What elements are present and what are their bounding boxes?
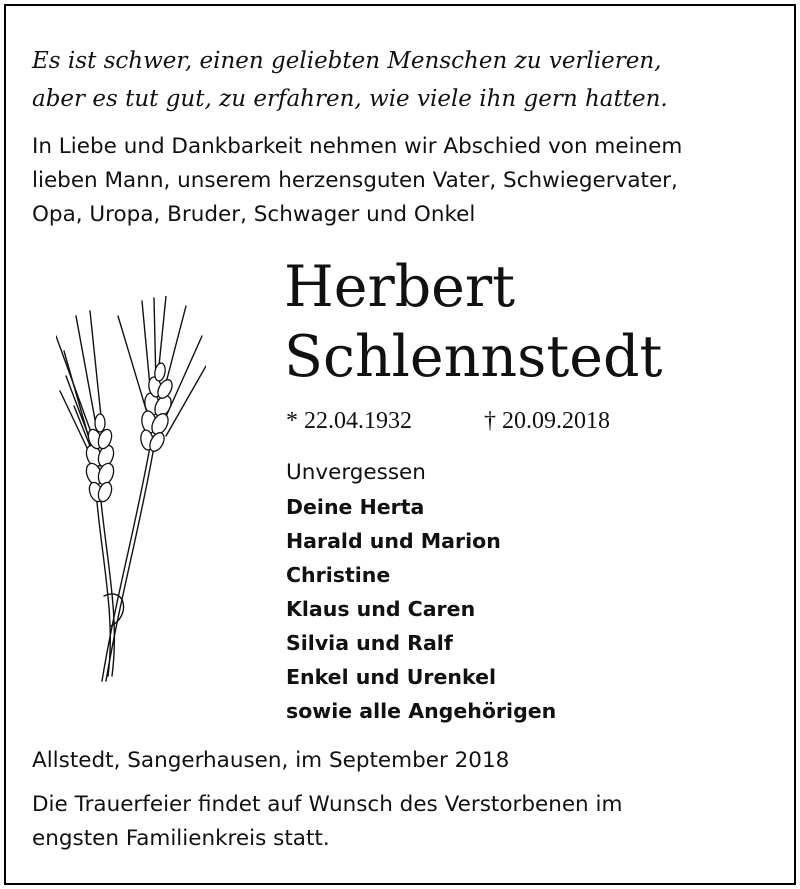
intro-line-3: Opa, Uropa, Bruder, Schwager und Onkel [32, 202, 476, 227]
intro-line-1: In Liebe und Dankbarkeit nehmen wir Abschied von meinem [32, 134, 683, 159]
mourner-name: Deine Herta [286, 495, 425, 519]
deceased-first-name: Herbert [284, 254, 516, 320]
death-date: † 20.09.2018 [484, 408, 610, 434]
mourner-name: sowie alle Angehörigen [286, 699, 557, 723]
mourner-name: Klaus und Caren [286, 597, 476, 621]
intro-line-2: lieben Mann, unserem herzensguten Vater, Schwiegervater, [32, 168, 678, 193]
quote-line-1: Es ist schwer, einen geliebten Menschen zu verlieren, [32, 48, 662, 74]
ceremony-line-2: engsten Familienkreis statt. [32, 826, 330, 851]
mourner-name: Silvia und Ralf [286, 631, 453, 655]
mourners-heading: Unvergessen [286, 460, 426, 485]
place-and-date: Allstedt, Sangerhausen, im September 2018 [32, 748, 510, 773]
deceased-last-name: Schlennstedt [284, 324, 663, 390]
quote-line-2: aber es tut gut, zu erfahren, wie viele ihn gern hatten. [32, 86, 668, 112]
obituary-notice [4, 4, 796, 885]
mourner-name: Christine [286, 563, 391, 587]
wheat-ears-icon [56, 296, 206, 696]
ceremony-line-1: Die Trauerfeier findet auf Wunsch des Verstorbenen im [32, 792, 623, 817]
mourner-name: Enkel und Urenkel [286, 665, 497, 689]
mourner-name: Harald und Marion [286, 529, 501, 553]
birth-date: * 22.04.1932 [286, 408, 412, 434]
